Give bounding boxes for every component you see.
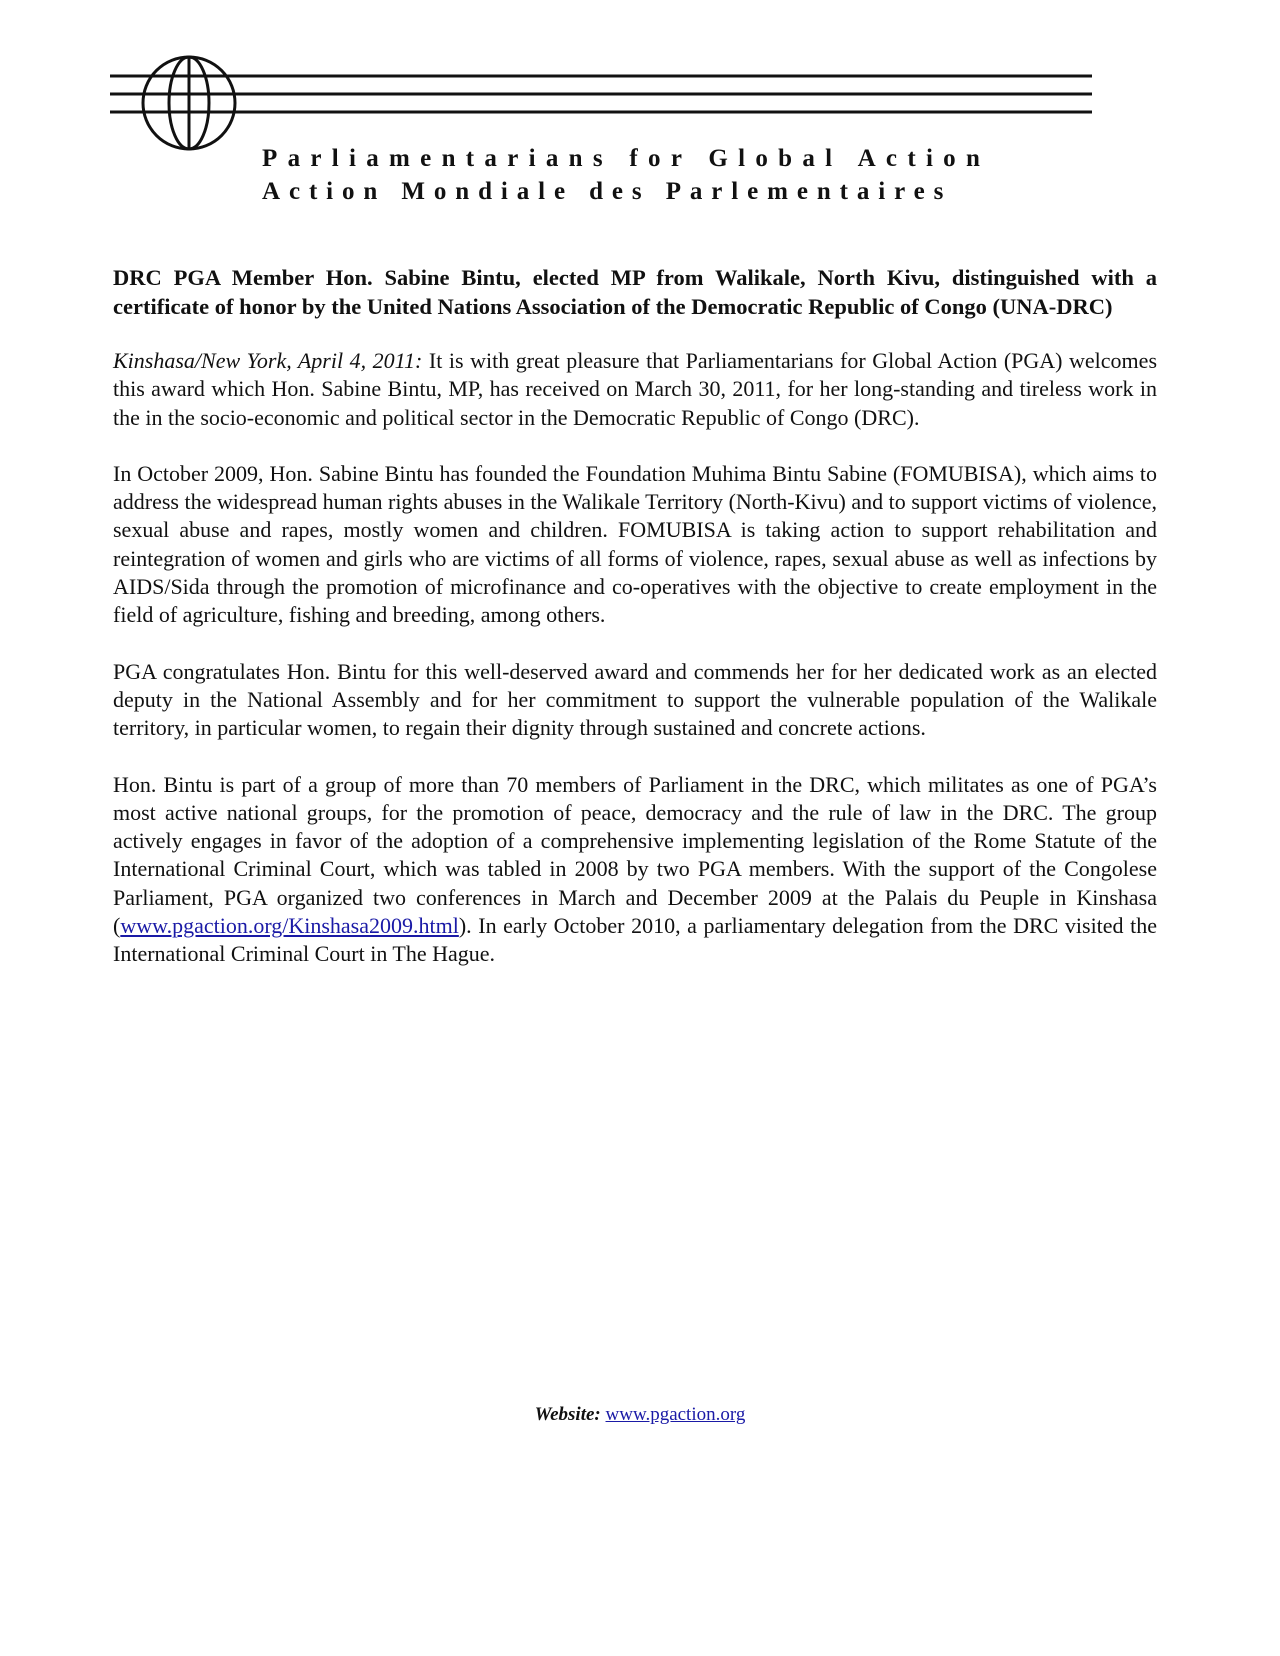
paragraph-4 bbox=[113, 771, 1157, 969]
paragraph-4-text-b: ). In early October 2010, a parliamentary delegation from the DRC visited the International Criminal Court in The Hague. bbox=[113, 913, 1157, 967]
paragraph-1-text: It is with great pleasure that Parliamentarians for Global Action (PGA) welcomes this award which Hon. Sabine Bintu, MP, has received on March 30, 2011, for her long-standing and tireless work in the in the socio-economic and political sector in the Democratic Republic of Congo (DRC). bbox=[113, 348, 1157, 430]
footer-website-link[interactable]: www.pgaction.org bbox=[605, 1404, 746, 1425]
org-name-english: Parliamentarians for Global Action bbox=[262, 145, 991, 172]
footer-website-label: Website: bbox=[534, 1404, 601, 1425]
letterhead bbox=[0, 0, 1280, 220]
kinshasa-2009-link[interactable]: www.pgaction.org/Kinshasa2009.html bbox=[120, 913, 459, 939]
org-name-french: Action Mondiale des Parlementaires bbox=[262, 178, 953, 205]
paragraph-4-text-a: Hon. Bintu is part of a group of more than 70 members of Parliament in the DRC, which militates as one of PGA’s most active national groups, for the promotion of peace, democracy and the rule of law in the DRC. The group actively engages in favor of the adoption of a comprehensive implementing legislation of the Rome Statute of the International Criminal Court, which was tabled in 2008 by two PGA members. With the support of the Congolese Parliament, PGA organized two conferences in March and December 2009 at the Palais du Peuple in Kinshasa ( bbox=[113, 771, 1157, 939]
paragraph-3: PGA congratulates Hon. Bintu for this well-deserved award and commends her for her dedicated work as an elected deputy in the National Assembly and for her commitment to support the vulnerable population of the Walikale territory, in particular women, to regain their dignity through sustained and concrete actions. bbox=[113, 658, 1157, 741]
dateline: Kinshasa/New York, April 4, 2011: bbox=[113, 348, 423, 373]
press-release-body bbox=[113, 263, 1157, 997]
footer bbox=[0, 1403, 1280, 1427]
paragraph-2: In October 2009, Hon. Sabine Bintu has founded the Foundation Muhima Bintu Sabine (FOMUBISA), which aims to address the widespread human rights abuses in the Walikale Territory (North-Kivu) and to support victims of violence, sexual abuse and rapes, mostly women and children. FOMUBISA is taking action to support rehabilitation and reintegration of women and girls who are victims of all forms of violence, rapes, sexual abuse as well as infections by AIDS/Sida through the promotion of microfinance and co-operatives with the objective to create employment in the field of agriculture, fishing and breeding, among others. bbox=[113, 460, 1157, 628]
headline: DRC PGA Member Hon. Sabine Bintu, elected MP from Walikale, North Kivu, distinguished with a certificate of honor by the United Nations Association of the Democratic Republic of Congo (UNA-DRC) bbox=[113, 265, 1157, 319]
paragraph-1 bbox=[113, 347, 1157, 432]
